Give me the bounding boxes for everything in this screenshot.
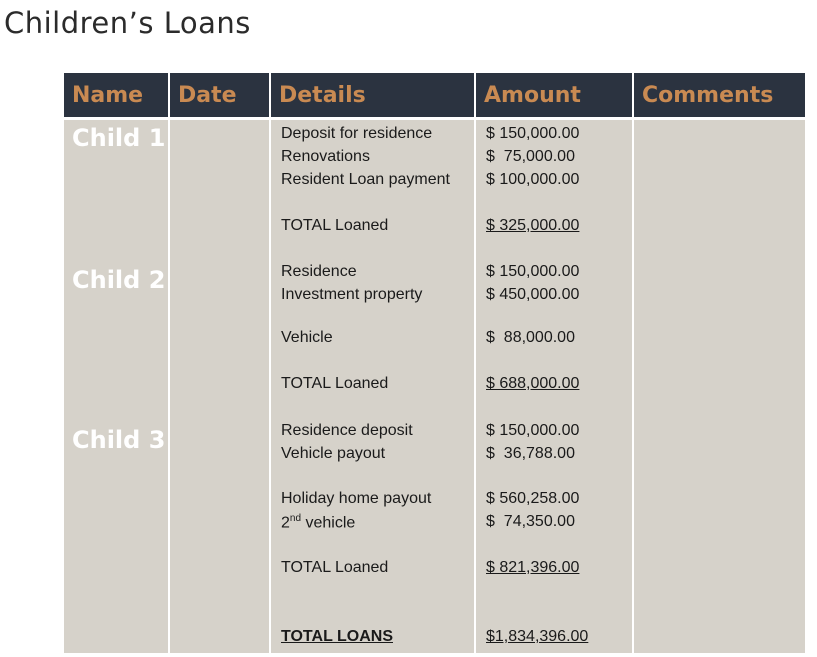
detail-c2-r1: Residence [281, 263, 357, 280]
amount-c2-r3: $ 88,000.00 [486, 329, 575, 346]
amount-c1-r3: $ 100,000.00 [486, 171, 580, 188]
amount-c3-total: $ 821,396.00 [486, 559, 580, 576]
child-2-name: Child 2 [72, 266, 166, 294]
detail-c1-r1: Deposit for residence [281, 125, 433, 142]
detail-c1-total: TOTAL Loaned [281, 217, 389, 234]
header-date: Date [170, 73, 271, 117]
grand-total-label: TOTAL LOANS [281, 628, 393, 645]
detail-c3-total: TOTAL Loaned [281, 559, 389, 576]
detail-c3-r1: Residence deposit [281, 422, 413, 439]
amount-c3-r3: $ 560,258.00 [486, 490, 580, 507]
detail-c3-r3: Holiday home payout [281, 490, 432, 507]
amount-column [476, 120, 634, 653]
detail-c2-r2: Investment property [281, 286, 423, 303]
header-amount: Amount [476, 73, 634, 117]
grand-total-amount: $1,834,396.00 [486, 628, 589, 645]
page-title: Children’s Loans [4, 6, 251, 40]
amount-c3-r2: $ 36,788.00 [486, 445, 575, 462]
header-comments: Comments [642, 82, 774, 108]
amount-c2-total: $ 688,000.00 [486, 375, 580, 392]
detail-c2-total: TOTAL Loaned [281, 375, 389, 392]
detail-c3-r4-sup: nd [289, 513, 302, 524]
detail-c1-r3: Resident Loan payment [281, 171, 450, 188]
amount-c3-r4: $ 74,350.00 [486, 513, 575, 530]
name-column [64, 120, 170, 653]
amount-c1-r1: $ 150,000.00 [486, 125, 580, 142]
date-column [170, 120, 271, 653]
details-column [271, 120, 476, 653]
table-header-row [64, 73, 805, 117]
amount-c2-r1: $ 150,000.00 [486, 263, 580, 280]
child-1-name: Child 1 [72, 124, 166, 152]
comments-column [634, 120, 805, 653]
amount-c1-r2: $ 75,000.00 [486, 148, 575, 165]
amount-c3-r1: $ 150,000.00 [486, 422, 580, 439]
detail-c2-r3: Vehicle [281, 329, 333, 346]
child-3-name: Child 3 [72, 426, 166, 454]
detail-c3-r4 [281, 513, 355, 532]
detail-c3-r2: Vehicle payout [281, 445, 386, 462]
amount-c1-total: $ 325,000.00 [486, 217, 580, 234]
detail-c1-r2: Renovations [281, 148, 370, 165]
loans-table [64, 73, 805, 653]
header-details: Details [271, 73, 476, 117]
table-body [64, 120, 805, 653]
amount-c2-r2: $ 450,000.00 [486, 286, 580, 303]
header-name: Name [64, 73, 170, 117]
detail-c3-r4-rest: vehicle [301, 514, 356, 532]
detail-c3-r4-num: 2 [281, 514, 290, 532]
